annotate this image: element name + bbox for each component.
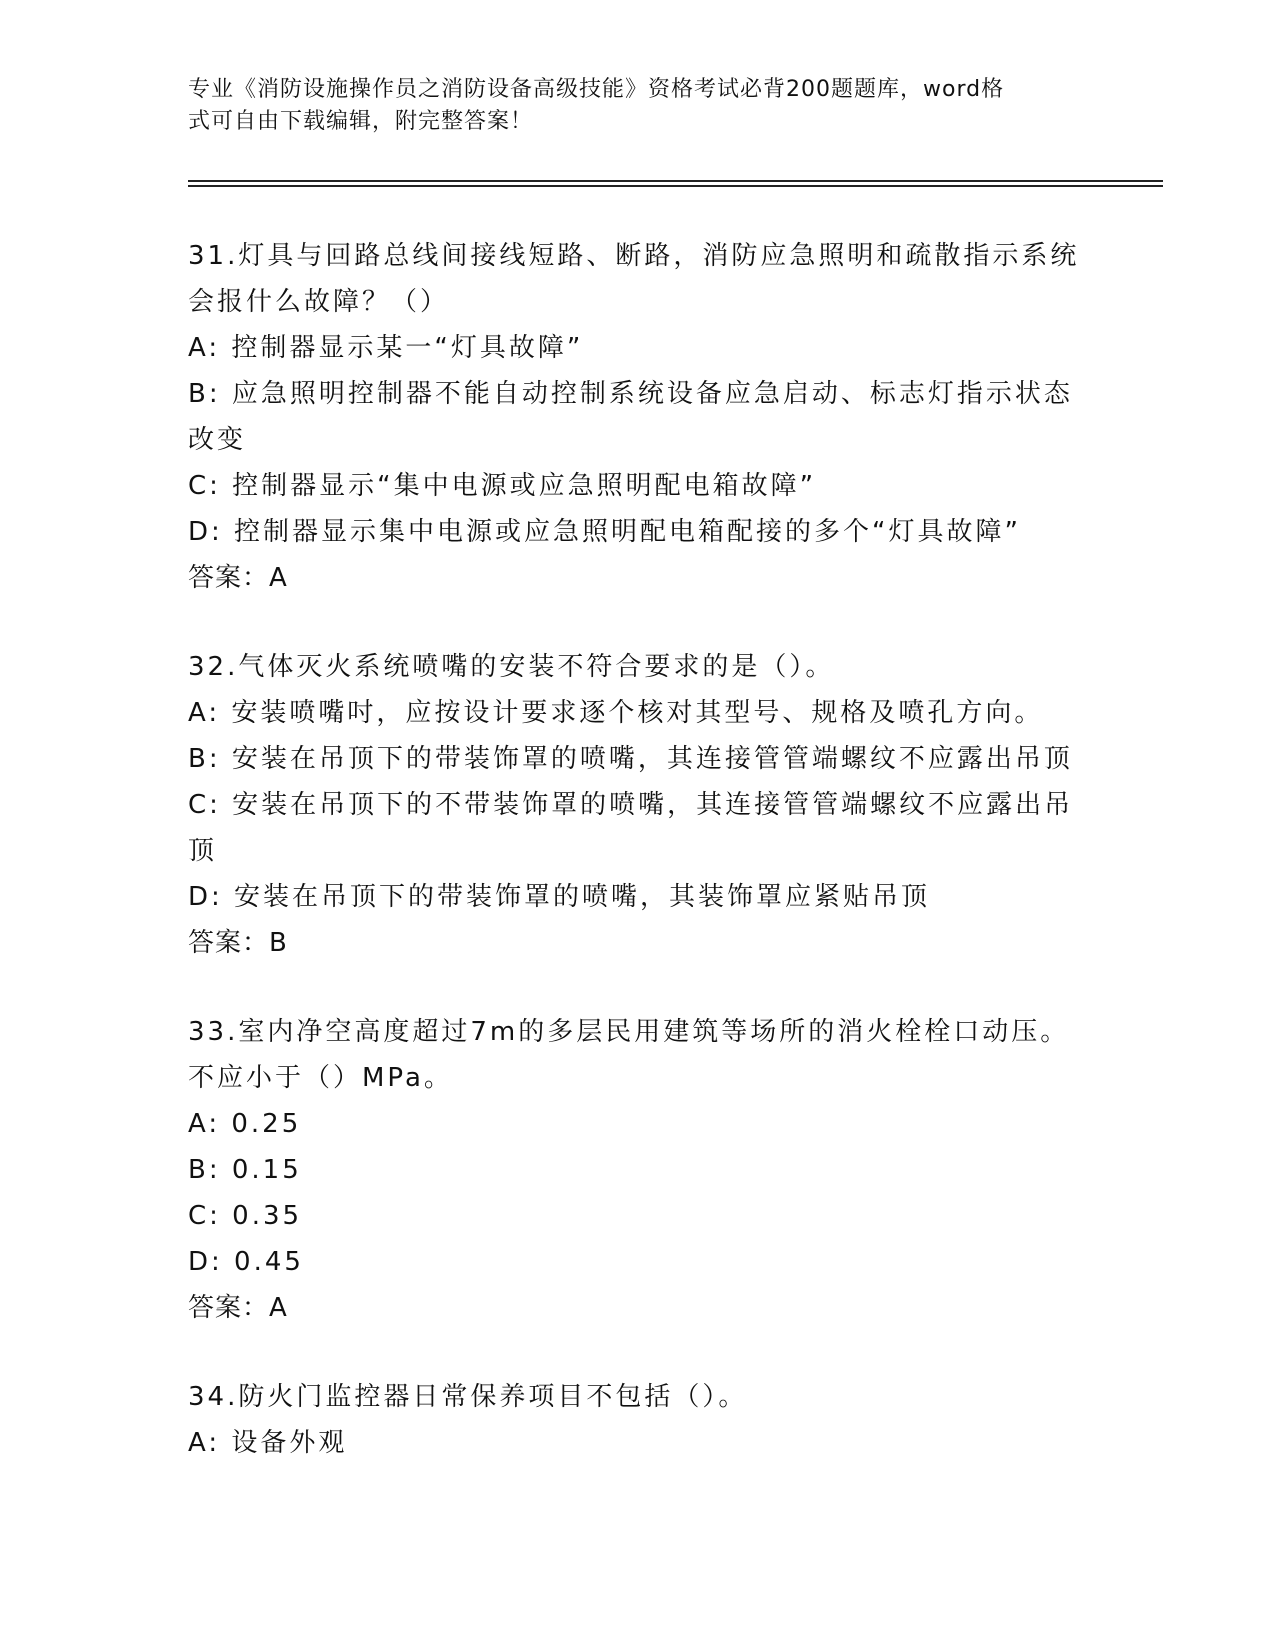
question-stem-line: 不应小于（）MPa。 (188, 1063, 453, 1093)
header-line-1: 专业《消防设施操作员之消防设备高级技能》资格考试必背200题题库，word格 (188, 77, 1005, 102)
option-b: B: 0.15 (188, 1155, 302, 1185)
option-a: A: 安装喷嘴吋，应按设计要求逐个核对其型号、规格及喷孔方向。 (188, 698, 1044, 728)
answer-label: 答案：B (188, 928, 288, 958)
option-b: B: 应急照明控制器不能自动控制系统设备应急启动、标志灯指示状态 (188, 379, 1073, 409)
header-divider-top (188, 180, 1163, 182)
option-c-cont: 顶 (188, 836, 218, 866)
question-stem-line: 34.防火门监控器日常保养项目不包括（）。 (188, 1382, 748, 1412)
option-a: A: 控制器显示某一“灯具故障” (188, 333, 584, 363)
option-a: A: 0.25 (188, 1109, 302, 1139)
header-line-2: 式可自由下载编辑，附完整答案！ (188, 109, 534, 134)
question-stem-line: 31.灯具与回路总线间接线短路、断路，消防应急照明和疏散指示系统 (188, 241, 1080, 271)
answer-label: 答案：A (188, 563, 288, 593)
option-c: C: 安装在吊顶下的不带装饰罩的喷嘴，其连接管管端螺纹不应露出吊 (188, 790, 1074, 820)
question-33 (188, 1009, 1088, 1331)
option-c: C: 0.35 (188, 1201, 303, 1231)
question-31 (188, 233, 1088, 601)
document-header (188, 74, 1068, 138)
option-a: A: 设备外观 (188, 1428, 348, 1458)
option-d: D: 0.45 (188, 1247, 304, 1277)
option-d: D: 安装在吊顶下的带装饰罩的喷嘴，其装饰罩应紧贴吊顶 (188, 882, 931, 912)
option-b-cont: 改变 (188, 425, 247, 455)
question-stem-line: 会报什么故障？（） (188, 287, 450, 317)
option-d: D: 控制器显示集中电源或应急照明配电箱配接的多个“灯具故障” (188, 517, 1021, 547)
question-list (188, 233, 1088, 1509)
question-32 (188, 644, 1088, 966)
question-34 (188, 1374, 1088, 1466)
option-b: B: 安装在吊顶下的带装饰罩的喷嘴，其连接管管端螺纹不应露出吊顶 (188, 744, 1073, 774)
question-stem-line: 32.气体灭火系统喷嘴的安装不符合要求的是（）。 (188, 652, 835, 682)
answer-label: 答案：A (188, 1293, 288, 1323)
option-c: C: 控制器显示“集中电源或应急照明配电箱故障” (188, 471, 817, 501)
header-divider-bottom (188, 185, 1163, 187)
question-stem-line: 33.室内净空高度超过7m的多层民用建筑等场所的消火栓栓口动压。 (188, 1017, 1070, 1047)
